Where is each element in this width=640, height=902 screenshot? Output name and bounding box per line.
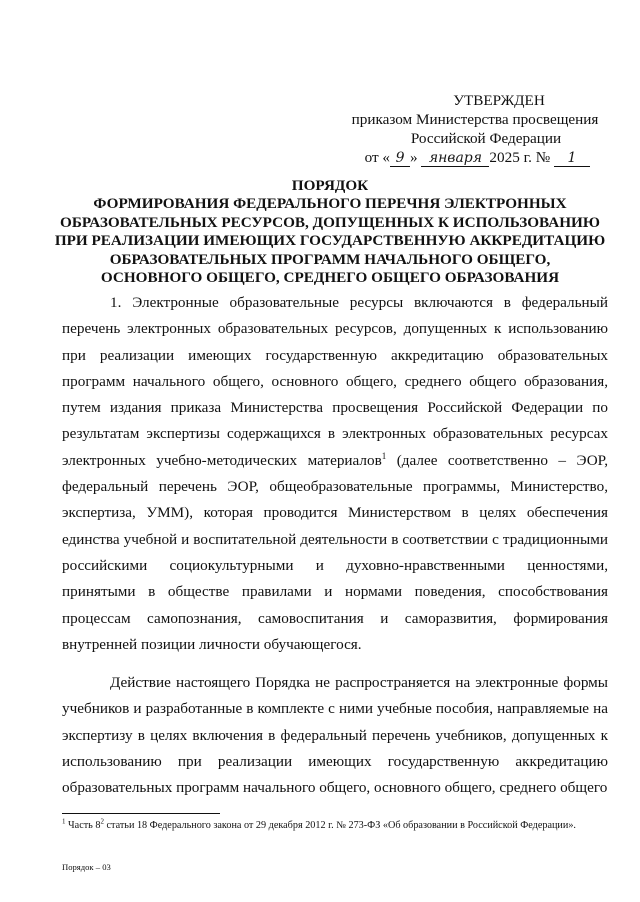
footnote-sup: 2 bbox=[100, 817, 104, 826]
footnote-text-b: статьи 18 Федерального закона от 29 декабря 2012 г. № 273-ФЗ «Об образовании в Российской Федерации». bbox=[103, 820, 576, 831]
title-line-5: ОБРАЗОВАТЕЛЬНЫХ ПРОГРАММ НАЧАЛЬНОГО ОБЩЕГО, bbox=[109, 250, 551, 268]
approval-stamp bbox=[340, 91, 610, 167]
date-prefix: от « bbox=[364, 149, 391, 166]
title-line-2: ФОРМИРОВАНИЯ ФЕДЕРАЛЬНОГО ПЕРЕЧНЯ ЭЛЕКТРОННЫХ bbox=[93, 195, 567, 213]
date-month-handwritten: января bbox=[428, 150, 483, 166]
footnote-ref-1: 1 bbox=[381, 450, 387, 461]
date-year: 2025 г. № bbox=[489, 149, 551, 166]
title-line-1: ПОРЯДОК bbox=[291, 177, 369, 194]
footnote-mark: 1 bbox=[62, 817, 66, 826]
title-line-6: ОСНОВНОГО ОБЩЕГО, СРЕДНЕГО ОБЩЕГО ОБРАЗОВАНИЯ bbox=[100, 269, 560, 287]
approved-heading: УТВЕРЖДЕН bbox=[453, 92, 545, 109]
paragraph-1 bbox=[62, 290, 608, 658]
approval-ministry-line: Российской Федерации bbox=[410, 130, 562, 147]
order-number-field bbox=[554, 150, 590, 167]
date-day-field bbox=[390, 150, 410, 167]
page-footer-label: Порядок – 03 bbox=[62, 862, 111, 872]
title-line-3: ОБРАЗОВАТЕЛЬНЫХ РЕСУРСОВ, ДОПУЩЕННЫХ К ИСПОЛЬЗОВАНИЮ bbox=[60, 213, 600, 231]
date-mid: » bbox=[410, 149, 418, 166]
title-line-4: ПРИ РЕАЛИЗАЦИИ ИМЕЮЩИХ ГОСУДАРСТВЕННУЮ АККРЕДИТАЦИЮ bbox=[54, 232, 606, 250]
order-number-handwritten: 1 bbox=[567, 150, 577, 166]
paragraph-1-text-b: (далее соответственно – ЭОР, федеральный перечень ЭОР, общеобразовательные программы, Министерство, экспертиза, УММ), которая проводится Министерством в целях обеспечения единства учебной и воспитательной деятельности в соответствии с традиционными российскими социокультурными и духовно-нравственными ценностями, принятыми в обществе правилами и нормами поведения, способствования процессам самопознания, самовоспитания и саморазвития, формирования внутренней позиции личности обучающегося. bbox=[62, 451, 609, 653]
footnote bbox=[62, 819, 622, 832]
date-day-handwritten: 9 bbox=[395, 150, 405, 166]
footnote-text-a: Часть 8 bbox=[65, 820, 101, 831]
approval-order-line: приказом Министерства просвещения bbox=[351, 111, 599, 128]
date-month-field bbox=[421, 150, 489, 167]
footnote-divider bbox=[62, 813, 220, 814]
approval-date-line bbox=[340, 148, 610, 167]
document-title bbox=[50, 177, 610, 287]
paragraph-1-text-a: 1. Электронные образовательные ресурсы включаются в федеральный перечень электронных образовательных ресурсов, допущенных к использованию при реализации имеющих государственную аккредитацию образовательных программ начального общего, основного общего, среднего общего образования, путем издания приказа Министерства просвещения Российской Федерации по результатам экспертизы содержащихся в электронных образовательных ресурсах электронных учебно-методических материалов bbox=[62, 294, 608, 469]
paragraph-2: Действие настоящего Порядка не распространяется на электронные формы учебников и разработанные в комплекте с ними учебные пособия, направляемые на экспертизу в целях включения в федеральный перечень учебников, допущенных к использованию при реализации имеющих государственную аккредитацию образовательных программ начального общего, основного общего, среднего общего bbox=[62, 674, 608, 797]
document-body bbox=[62, 290, 608, 802]
